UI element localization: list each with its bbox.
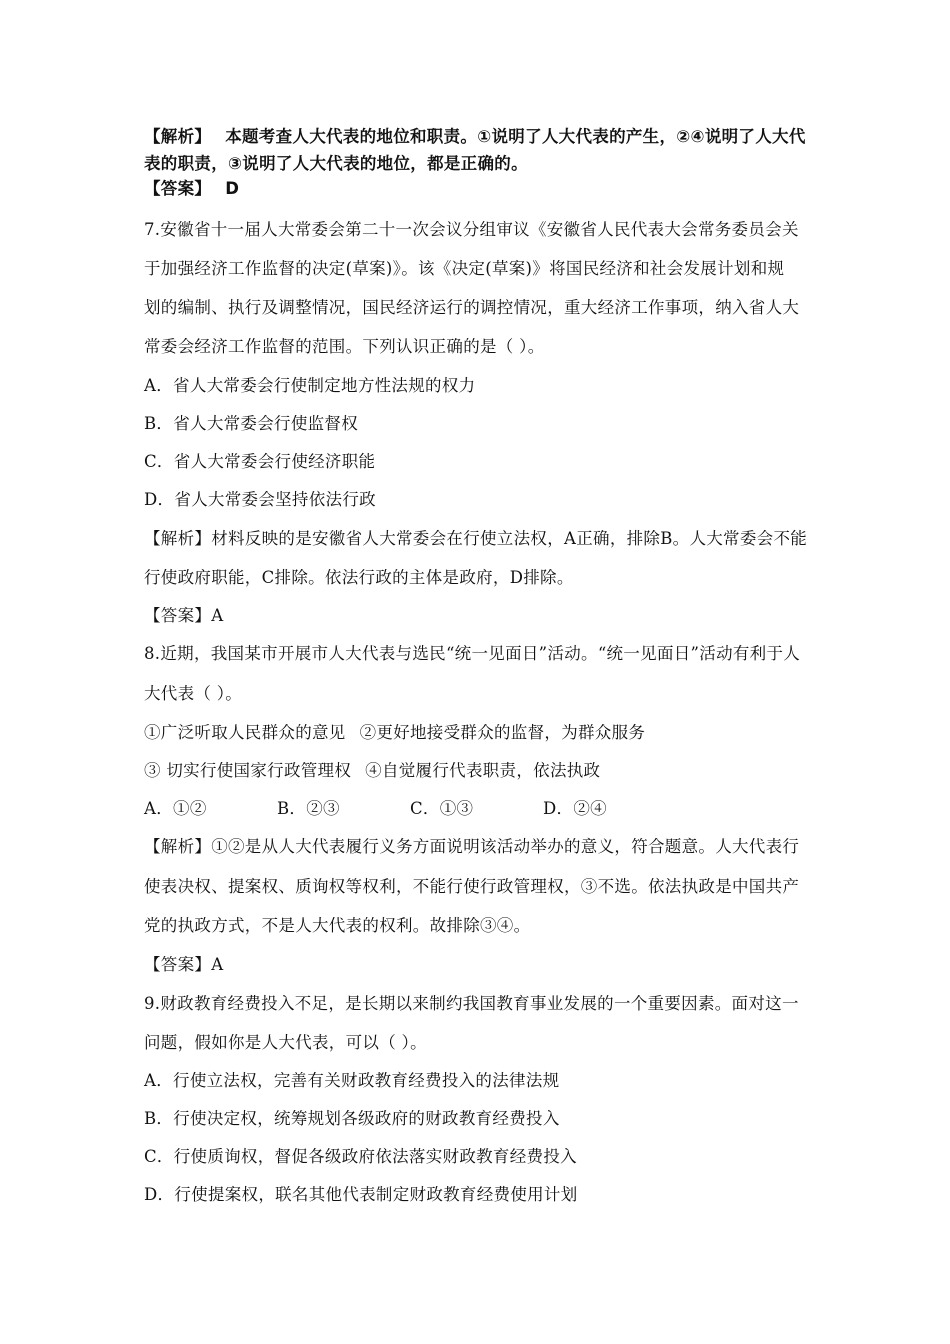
q7-option-c: C．省人大常委会行使经济职能	[144, 452, 376, 471]
q7-option-b: B．省人大常委会行使监督权	[144, 414, 359, 433]
q9-stem-line: 问题，假如你是人大代表，可以（ ）。	[144, 1033, 427, 1052]
q7-analysis-line: 行使政府职能，C排除。依法行政的主体是政府，D排除。	[144, 568, 574, 587]
q8-item-2: ②更好地接受群众的监督，为群众服务	[359, 723, 646, 742]
q6-answer-label: 【答案】	[144, 179, 212, 198]
q8-answer: 【答案】A	[144, 955, 224, 974]
q6-answer-line	[144, 175, 239, 199]
q8-choice-b: B．②③	[277, 799, 340, 818]
q7-stem-line: 常委会经济工作监督的范围。下列认识正确的是（ ）。	[144, 337, 545, 356]
q8-analysis-line: 【解析】①②是从人大代表履行义务方面说明该活动举办的意义，符合题意。人大代表行	[144, 837, 800, 856]
q9-option-b: B．行使决定权，统筹规划各级政府的财政教育经费投入	[144, 1109, 560, 1128]
q9-option-d: D．行使提案权，联名其他代表制定财政教育经费使用计划	[144, 1185, 578, 1204]
q8-item-3: ③ 切实行使国家行政管理权	[144, 761, 352, 780]
q9-option-a: A．行使立法权，完善有关财政教育经费投入的法律法规	[144, 1071, 560, 1090]
q7-answer: 【答案】A	[144, 606, 224, 625]
q9-option-c: C．行使质询权，督促各级政府依法落实财政教育经费投入	[144, 1147, 577, 1166]
q8-choices-line	[144, 795, 607, 819]
q6-answer-value: D	[225, 179, 240, 198]
q8-stem-line: 8.近期，我国某市开展市人大代表与选民“统一见面日”活动。“统一见面日”活动有利于人	[144, 644, 801, 663]
q7-analysis-line: 【解析】材料反映的是安徽省人大常委会在行使立法权，A正确，排除B。人大常委会不能	[144, 529, 808, 548]
q8-stem-line: 大代表（ ）。	[144, 684, 243, 703]
q6-analysis-text1: 本题考查人大代表的地位和职责。①说明了人大代表的产生，②④说明了人大代	[225, 127, 806, 146]
q8-choice-a: A．①②	[144, 799, 207, 818]
q8-choice-d: D．②④	[543, 799, 607, 818]
q8-items-line1	[144, 719, 645, 743]
q6-analysis-label: 【解析】	[144, 127, 212, 146]
q8-analysis-line: 党的执政方式，不是人大代表的权利。故排除③④。	[144, 916, 531, 935]
q7-option-a: A．省人大常委会行使制定地方性法规的权力	[144, 376, 476, 395]
q8-item-4: ④自觉履行代表职责，依法执政	[365, 761, 601, 780]
q7-stem-line: 划的编制、执行及调整情况，国民经济运行的调控情况，重大经济工作事项，纳入省人大	[144, 298, 800, 317]
q6-analysis-line1	[144, 123, 806, 147]
q6-analysis-line2: 表的职责，③说明了人大代表的地位，都是正确的。	[144, 154, 528, 173]
q7-stem-line: 于加强经济工作监督的决定(草案)》。该《决定(草案)》将国民经济和社会发展计划和规	[144, 259, 785, 278]
q8-analysis-line: 使表决权、提案权、质询权等权利，不能行使行政管理权，③不选。依法执政是中国共产	[144, 877, 800, 896]
q8-items-line2	[144, 757, 600, 781]
q8-item-1: ①广泛听取人民群众的意见	[144, 723, 346, 742]
q8-choice-c: C．①③	[410, 799, 474, 818]
q9-stem-line: 9.财政教育经费投入不足，是长期以来制约我国教育事业发展的一个重要因素。面对这一	[144, 994, 799, 1013]
q7-stem-line: 7.安徽省十一届人大常委会第二十一次会议分组审议《安徽省人民代表大会常务委员会关	[144, 220, 799, 239]
q7-option-d: D．省人大常委会坚持依法行政	[144, 490, 376, 509]
